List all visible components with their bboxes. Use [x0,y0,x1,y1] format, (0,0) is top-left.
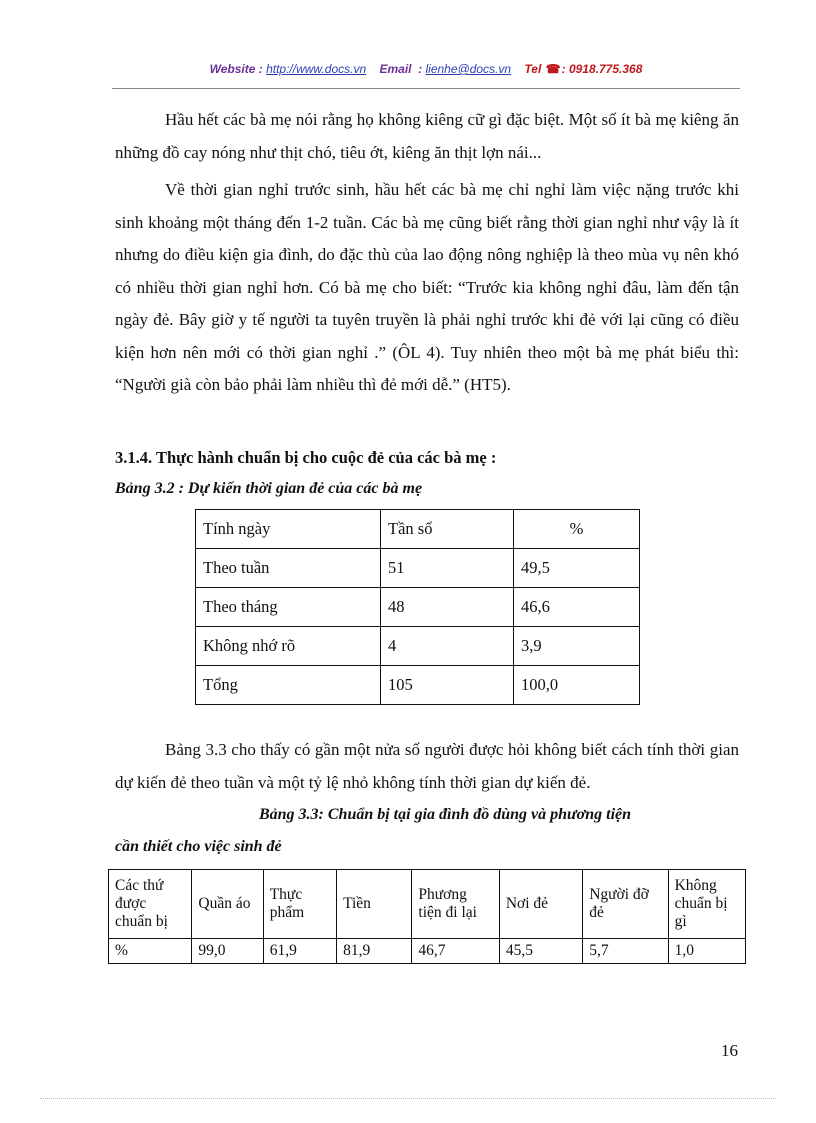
table-header-cell: Tiền [337,870,412,939]
table-header-cell: Tính ngày [196,510,381,549]
table-cell: 48 [381,588,514,627]
phone-icon: ☎ [545,62,561,76]
table-cell: 81,9 [337,939,412,964]
table-cell: 51 [381,549,514,588]
email-separator: : [418,62,423,76]
table-3-2-caption: Bảng 3.2 : Dự kiến thời gian đẻ của các bà mẹ [115,480,423,497]
table-header-cell: Quần áo [192,870,263,939]
table-header-row [109,870,746,939]
table-cell: 3,9 [514,627,640,666]
table-cell: 1,0 [668,939,745,964]
table-3-3-caption-continued: cần thiết cho việc sinh đẻ [115,838,282,855]
table-cell: 46,7 [412,939,499,964]
table-cell: 49,5 [514,549,640,588]
table-header-cell: % [514,510,640,549]
page-header [112,62,740,84]
tel-label: Tel [524,62,542,76]
table-row [109,939,746,964]
table-header-cell: Các thứ được chuẩn bị [109,870,192,939]
table-header-cell: Phương tiện đi lại [412,870,499,939]
tel-value: : 0918.775.368 [561,62,643,76]
website-link[interactable]: http://www.docs.vn [266,62,367,76]
table-cell: Theo tuần [196,549,381,588]
table-cell: Tổng [196,666,381,705]
table-row [196,549,640,588]
table-3-2 [195,509,640,705]
table-cell: Không nhớ rõ [196,627,381,666]
table-header-cell: Thực phẩm [263,870,336,939]
header-divider [112,88,740,89]
table-cell: 99,0 [192,939,263,964]
paragraph-rest-before-birth: Về thời gian nghỉ trước sinh, hầu hết các bà mẹ chỉ nghỉ làm việc nặng trước khi sinh khoảng một tháng đến 1-2 tuần. Các bà mẹ cũng biết rằng thời gian nghỉ như vậy là ít nhưng do điều kiện gia đình, do đặc thù của lao động nông nghiệp là theo mùa vụ nên khó có nhiều thời gian nghỉ hơn. Có bà mẹ cho biết: “Trước kia không nghỉ đâu, làm đến tận ngày đẻ. Bây giờ y tế người ta tuyên truyền là phải nghỉ trước khi đẻ với lại cũng có điều kiện hơn nên mới có thời gian nghỉ .” (ÔL 4). Tuy nhiên theo một bà mẹ phát biểu thì: “Người già còn bảo phải làm nhiều thì đẻ mới dễ.” (HT5). [115,180,739,394]
table-header-cell: Tần số [381,510,514,549]
table-header-row [196,510,640,549]
table-row [196,588,640,627]
page-bottom-divider [40,1098,776,1099]
table-header-cell: Người đỡ đẻ [583,870,668,939]
table-cell: 46,6 [514,588,640,627]
table-cell: 100,0 [514,666,640,705]
table-cell: Theo tháng [196,588,381,627]
table-cell: % [109,939,192,964]
table-cell: 61,9 [263,939,336,964]
email-link[interactable]: lienhe@docs.vn [425,62,512,76]
table-header-cell: Nơi đẻ [499,870,582,939]
paragraph-diet: Hầu hết các bà mẹ nói rằng họ không kiêng cữ gì đặc biệt. Một số ít bà mẹ kiêng ăn những đồ cay nóng như thịt chó, tiêu ớt, kiêng ăn thịt lợn nái... [115,110,739,162]
table-cell: 4 [381,627,514,666]
email-label: Email [379,62,412,76]
table-3-3-caption: Bảng 3.3: Chuẩn bị tại gia đình đồ dùng và phương tiện [258,806,632,823]
paragraph-table-3-3-intro: Bảng 3.3 cho thấy có gần một nửa số người được hỏi không biết cách tính thời gian dự kiến đẻ theo tuần và một tỷ lệ nhỏ không tính thời gian dự kiến đẻ. [115,740,739,792]
section-heading: 3.1.4. Thực hành chuẩn bị cho cuộc đẻ của các bà mẹ : [115,448,497,467]
table-header-cell: Không chuẩn bị gì [668,870,745,939]
table-cell: 45,5 [499,939,582,964]
table-row [196,627,640,666]
table-3-3 [108,869,746,964]
website-label: Website : [209,62,263,76]
table-row [196,666,640,705]
table-cell: 5,7 [583,939,668,964]
page-number: 16 [721,1041,738,1060]
table-cell: 105 [381,666,514,705]
